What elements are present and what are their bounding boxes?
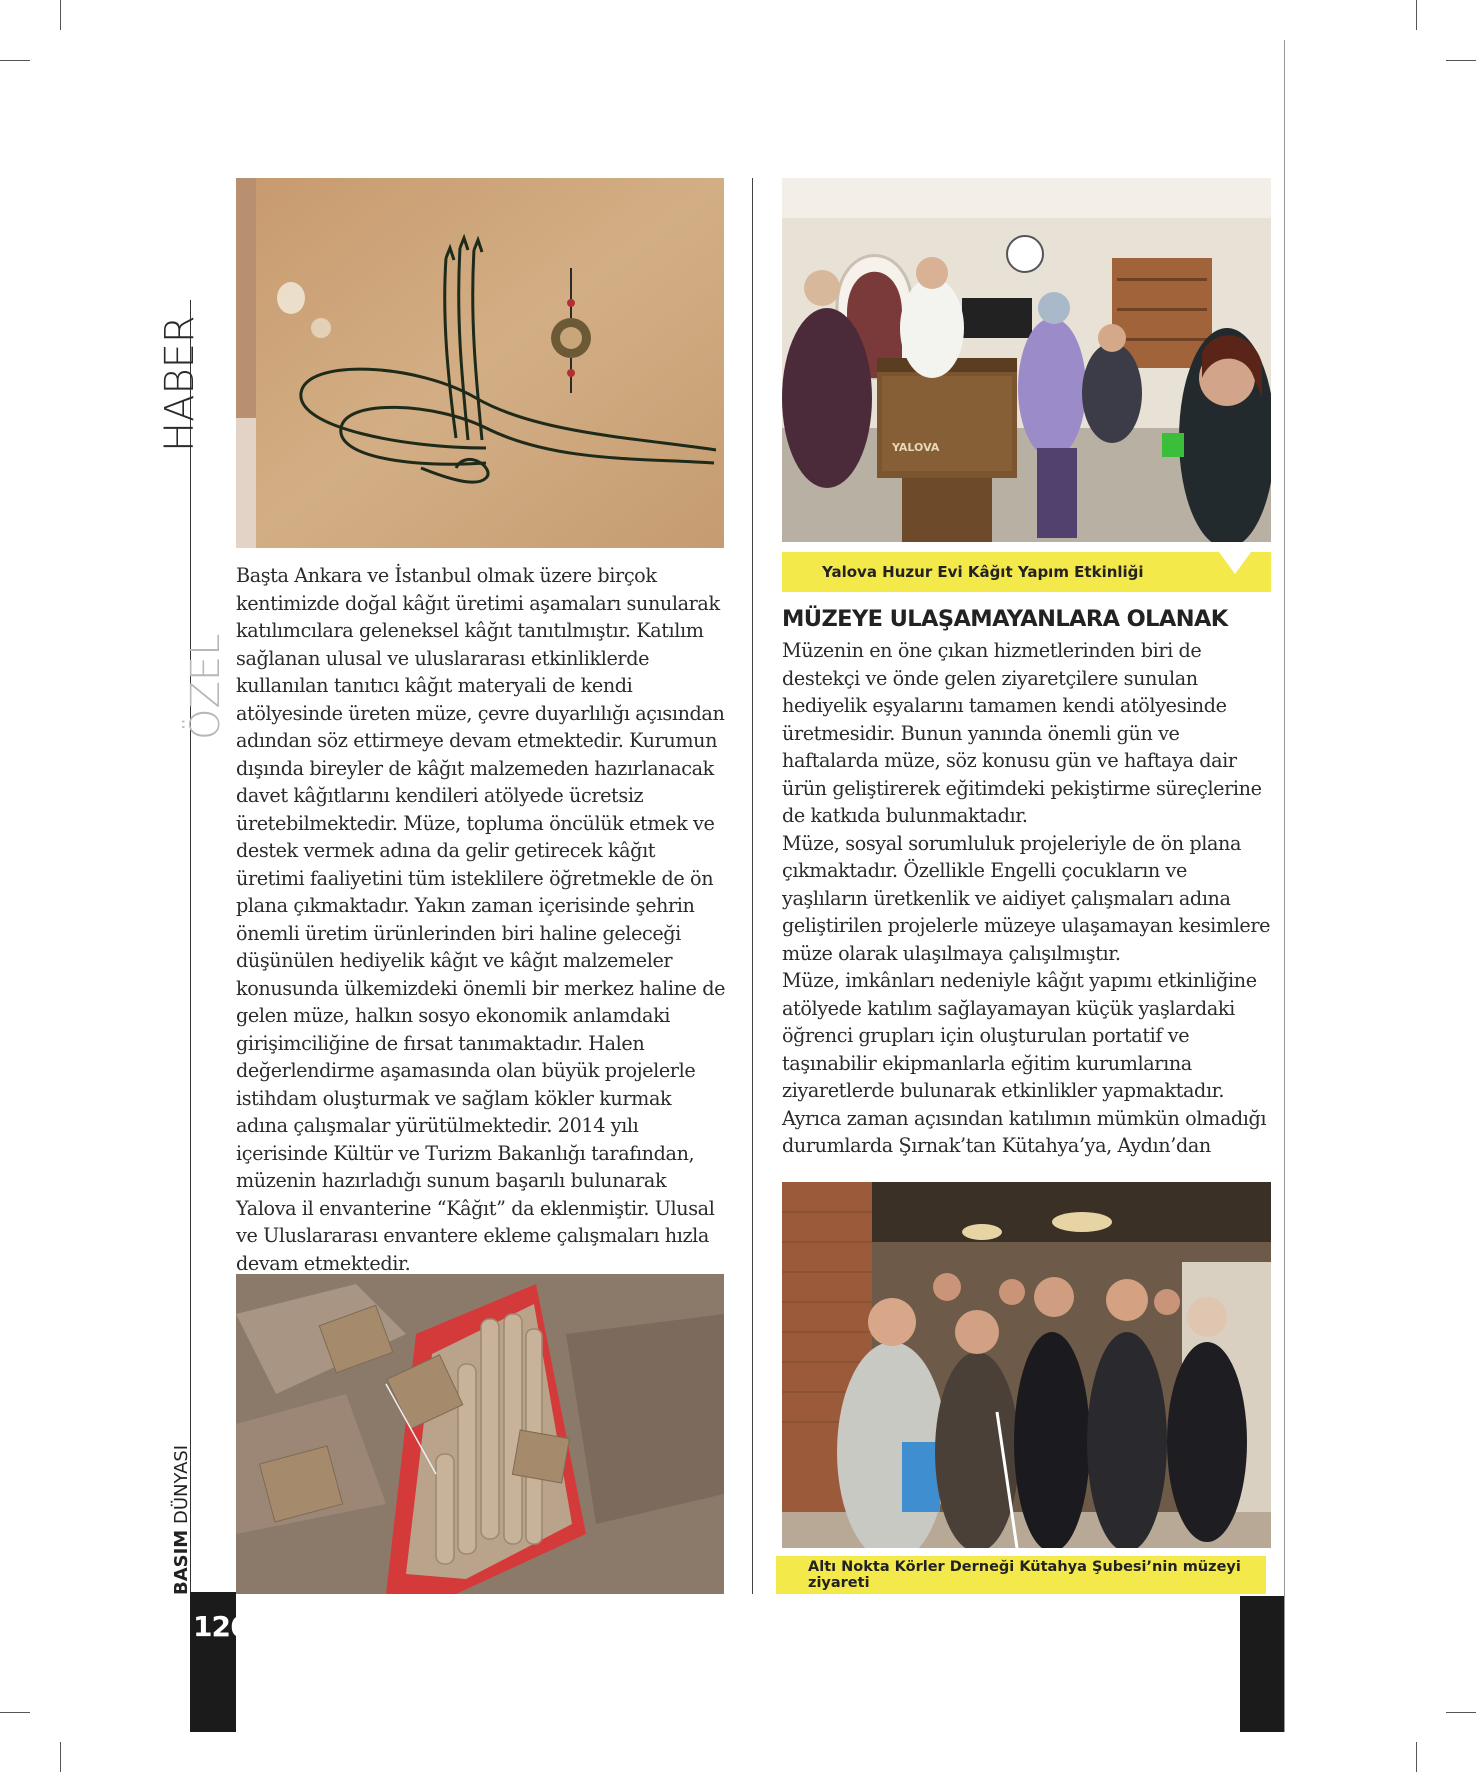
magazine-name-light: DÜNYASI — [171, 1444, 192, 1525]
photo-caption-nursing-home — [782, 552, 1271, 592]
tughra-photo — [236, 178, 724, 548]
group-visit-photo — [782, 1182, 1271, 1548]
page-edge-line — [1284, 40, 1285, 1732]
caption-notch — [1219, 552, 1251, 574]
box-brand-text: YALOVA — [892, 441, 940, 454]
page-number: 126 — [193, 1610, 249, 1643]
crop-mark — [60, 1742, 61, 1772]
crop-mark — [1416, 1742, 1417, 1772]
crop-mark — [1446, 1712, 1476, 1713]
section-label: HABER — [157, 315, 203, 452]
right-body-text — [782, 637, 1272, 1160]
crop-mark — [0, 1712, 30, 1713]
caption-text: Yalova Huzur Evi Kâğıt Yapım Etkinliği — [822, 563, 1144, 581]
magazine-name-bold: BASIM — [171, 1529, 192, 1595]
paper-rolls-photo — [236, 1274, 724, 1594]
crop-mark — [1416, 0, 1417, 30]
nursing-home-photo — [782, 178, 1271, 542]
caption-text: Altı Nokta Körler Derneği Kütahya Şubesi’nin müzeyi ziyareti — [808, 1559, 1241, 1591]
page-corner-bar — [1240, 1596, 1284, 1732]
section-heading: MÜZEYE ULAŞAMAYANLARA OLANAK — [782, 606, 1228, 632]
photo-caption-group-visit — [776, 1556, 1266, 1594]
column-divider — [752, 178, 753, 1594]
crop-mark — [0, 60, 30, 61]
left-body-text — [236, 562, 726, 1277]
right-paragraph-2: Müze, sosyal sorumluluk projeleriyle de ön plana çıkmaktadır. Özellikle Engelli çocukların ve yaşlıların üretkenlik ve aidiyet çalışmaları adına geliştirilen projelerle müzeye ulaşamayan kesimlere müze olarak ulaşılmaya çalışılmıştır. — [782, 831, 1271, 965]
right-paragraph-1: Müzenin en öne çıkan hizmetlerinden biri de destekçi ve önde gelen ziyaretçilere sunulan hediyelik eşyalarını tamamen kendi atölyesinde üretmesidir. Bunun yanında önemli gün ve haftalarda müze, söz konusu gün ve haftaya dair ürün geliştirerek eğitimdeki pekiştirme süreçlerine de katkıda bulunmaktadır. — [782, 639, 1262, 827]
right-paragraph-3: Müze, imkânları nedeniyle kâğıt yapımı etkinliğine atölyede katılım sağlayamayan küçük yaşlardaki öğrenci grupları için oluşturulan portatif ve taşınabilir ekipmanlarla eğitim kurumlarına ziyaretlerde bulunarak etkinlikler yapmaktadır. Ayrıca zaman açısından katılımın mümkün olmadığı durumlarda Şırnak’tan Kütahya’ya, Aydın’dan — [782, 969, 1267, 1157]
magazine-name — [171, 1445, 192, 1595]
crop-mark — [60, 0, 61, 30]
subsection-label: ÖZEL — [183, 633, 229, 740]
crop-mark — [1446, 60, 1476, 61]
left-paragraph: Başta Ankara ve İstanbul olmak üzere birçok kentimizde doğal kâğıt üretimi aşamaları sunularak katılımcılara geleneksel kâğıt tanıtılmıştır. Katılım sağlanan ulusal ve uluslararası etkinliklerde kullanılan tanıtıcı kâğıt materyali de kendi atölyesinde üreten müze, çevre duyarlılığı açısından adından söz ettirmeye devam etmektedir. Kurumun dışında bireyler de kâğıt malzemeden hazırlanacak davet kâğıtlarını kendileri atölyede ücretsiz üretebilmektedir. Müze, topluma öncülük etmek ve destek vermek adına da gelir getirecek kâğıt üretimi faaliyetini tüm isteklilere öğretmekle de ön plana çıkmaktadır. Yakın zaman içerisinde şehrin önemli üretim ürünlerinden biri haline geleceği düşünülen hediyelik kâğıt ve kâğıt malzemeler konusunda ülkemizdeki önemli bir merkez haline de gelen müze, halkın sosyo ekonomik anlamdaki girişimciliğine de fırsat tanımaktadır. Halen değerlendirme aşamasında olan büyük projelerle istihdam oluşturmak ve sağlam kökler kurmak adına çalışmalar yürütülmektedir. 2014 yılı içerisinde Kültür ve Turizm Bakanlığı tarafından, müzenin hazırladığı sunum başarılı bulunarak Yalova il envanterine “Kâğıt” da eklenmiştir. Ulusal ve Uluslararası envantere ekleme çalışmaları hızla devam etmektedir. — [236, 564, 726, 1275]
